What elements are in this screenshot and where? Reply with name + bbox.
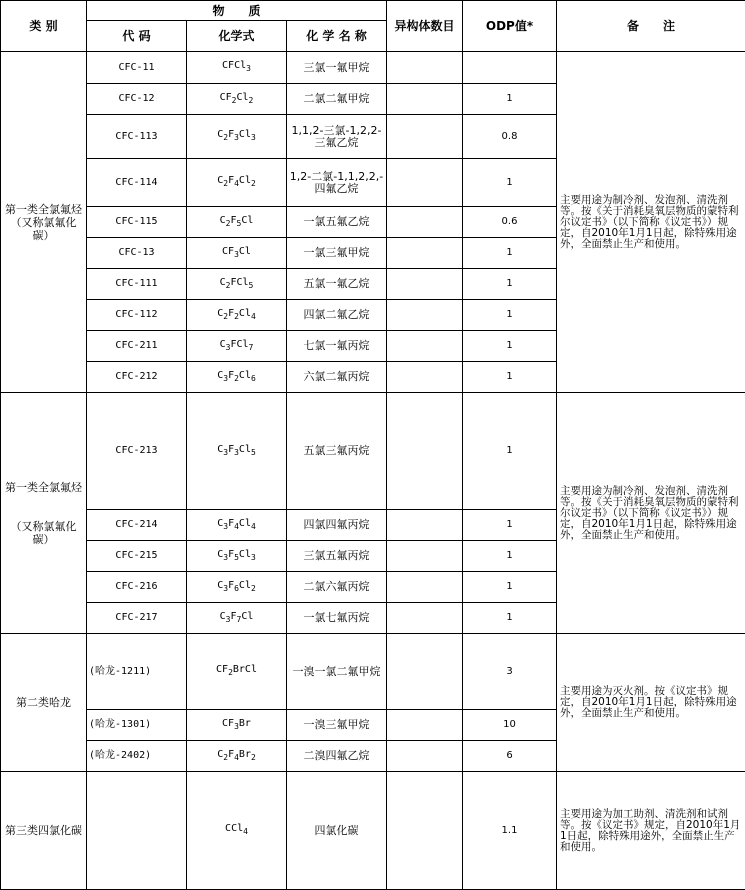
formula-cell: $C_2F_5Cl$ — [187, 207, 287, 238]
chem-name-cell: 四氯二氟乙烷 — [287, 300, 387, 331]
chem-name-cell: 七氯一氟丙烷 — [287, 331, 387, 362]
isomers-cell — [387, 269, 463, 300]
odp-cell: 1 — [463, 541, 557, 572]
odp-cell: 1 — [463, 331, 557, 362]
isomers-cell — [387, 510, 463, 541]
isomers-cell — [387, 207, 463, 238]
formula-cell: $C_2FCl_5$ — [187, 269, 287, 300]
category-cell — [1, 634, 87, 772]
code-cell: CFC-215 — [87, 541, 187, 572]
isomers-cell — [387, 84, 463, 115]
code-cell: CFC-111 — [87, 269, 187, 300]
header-formula: 化学式 — [187, 21, 287, 52]
remark-cell: 主要用途为加工助剂、清洗剂和试剂等。按《议定书》规定，自2010年1月1日起，除特殊用途外，全面禁止生产和使用。 — [557, 772, 745, 890]
isomers-cell — [387, 541, 463, 572]
odp-cell: 1 — [463, 393, 557, 510]
isomers-cell — [387, 634, 463, 710]
category-cell — [1, 52, 87, 393]
chem-name-cell: 1,2-二氯-1,1,2,2,-四氟乙烷 — [287, 159, 387, 207]
chem-name-cell: 一溴三氟甲烷 — [287, 710, 387, 741]
formula-cell: $C_3F_6Cl_2$ — [187, 572, 287, 603]
formula-cell: CCl$_4$ — [187, 772, 287, 890]
category-cell — [1, 772, 87, 890]
table-row — [1, 772, 745, 890]
formula-cell: $C_3F_7Cl$ — [187, 603, 287, 634]
header-remarks: 备 注 — [557, 1, 745, 52]
odp-cell: 1 — [463, 159, 557, 207]
formula-cell: $C_3F_5Cl_3$ — [187, 541, 287, 572]
category-line: 第三类四氯化碳 — [3, 824, 84, 837]
formula-cell: $C_3F_2Cl_6$ — [187, 362, 287, 393]
header-isomers: 异构体数目 — [387, 1, 463, 52]
formula-cell: $C_3FCl_7$ — [187, 331, 287, 362]
isomers-cell — [387, 300, 463, 331]
category-line: （又称氯氟化碳） — [3, 216, 84, 242]
code-cell — [87, 772, 187, 890]
code-cell: CFC-214 — [87, 510, 187, 541]
code-cell: CFC-114 — [87, 159, 187, 207]
formula-cell: $CF_2BrCl$ — [187, 634, 287, 710]
chem-name-cell: 一溴一氯二氟甲烷 — [287, 634, 387, 710]
chem-name-cell: 二氯六氟丙烷 — [287, 572, 387, 603]
code-cell: CFC-213 — [87, 393, 187, 510]
isomers-cell — [387, 159, 463, 207]
isomers-cell — [387, 572, 463, 603]
code-cell: (哈龙-1211) — [87, 634, 187, 710]
table-row — [1, 634, 745, 710]
chem-name-cell: 一氯七氟丙烷 — [287, 603, 387, 634]
isomers-cell — [387, 741, 463, 772]
odp-cell: 0.8 — [463, 115, 557, 159]
isomers-cell — [387, 362, 463, 393]
header-code: 代 码 — [87, 21, 187, 52]
formula-cell: $C_2F_4Cl_2$ — [187, 159, 287, 207]
chem-name-cell: 一氯五氟乙烷 — [287, 207, 387, 238]
formula-cell: $C_2F_3Cl_3$ — [187, 115, 287, 159]
chem-name-cell: 二溴四氟乙烷 — [287, 741, 387, 772]
chem-name-cell: 三氯五氟丙烷 — [287, 541, 387, 572]
chem-name-cell: 四氯化碳 — [287, 772, 387, 890]
code-cell: CFC-112 — [87, 300, 187, 331]
table-body — [1, 52, 745, 890]
formula-cell: $CF_2Cl_2$ — [187, 84, 287, 115]
formula-cell: $C_3F_3Cl_5$ — [187, 393, 287, 510]
formula-cell: $C_2F_2Cl_4$ — [187, 300, 287, 331]
chem-name-cell: 一氯三氟甲烷 — [287, 238, 387, 269]
isomers-cell — [387, 115, 463, 159]
formula-cell: CFCl$_3$ — [187, 52, 287, 84]
formula-cell: $CF_3Cl$ — [187, 238, 287, 269]
remark-cell: 主要用途为灭火剂。按《议定书》规定，自2010年1月1日起，除特殊用途外，全面禁止生产和使用。 — [557, 634, 745, 772]
isomers-cell — [387, 52, 463, 84]
chem-name-cell: 六氯二氟丙烷 — [287, 362, 387, 393]
chem-name-cell: 四氯四氟丙烷 — [287, 510, 387, 541]
formula-cell: $C_3F_4Cl_4$ — [187, 510, 287, 541]
code-cell: (哈龙-2402) — [87, 741, 187, 772]
odp-cell: 1 — [463, 572, 557, 603]
category-line: 第一类全氯氟烃 — [3, 203, 84, 216]
isomers-cell — [387, 238, 463, 269]
code-cell: CFC-212 — [87, 362, 187, 393]
odp-cell: 0.6 — [463, 207, 557, 238]
odp-cell — [463, 52, 557, 84]
isomers-cell — [387, 393, 463, 510]
odp-cell: 6 — [463, 741, 557, 772]
odp-cell: 1 — [463, 269, 557, 300]
isomers-cell — [387, 772, 463, 890]
isomers-cell — [387, 331, 463, 362]
header-category: 类 别 — [1, 1, 87, 52]
odp-cell: 1 — [463, 603, 557, 634]
category-cell — [1, 393, 87, 634]
code-cell: CFC-11 — [87, 52, 187, 84]
odp-cell: 1 — [463, 300, 557, 331]
odp-cell: 1.1 — [463, 772, 557, 890]
category-line: 第二类哈龙 — [3, 696, 84, 709]
chem-name-cell: 五氯三氟丙烷 — [287, 393, 387, 510]
header-odp: ODP值* — [463, 1, 557, 52]
odp-cell: 1 — [463, 510, 557, 541]
odp-cell: 1 — [463, 238, 557, 269]
odp-cell: 10 — [463, 710, 557, 741]
chem-name-cell: 五氯一氟乙烷 — [287, 269, 387, 300]
header-chem-name: 化 学 名 称 — [287, 21, 387, 52]
remark-cell: 主要用途为制冷剂、发泡剂、清洗剂等。按《关于消耗臭氧层物质的蒙特利尔议定书》（以下简称《议定书》）规定，自2010年1月1日起，除特殊用途外，全面禁止生产和使用。 — [557, 393, 745, 634]
odp-cell: 3 — [463, 634, 557, 710]
table-row — [1, 393, 745, 510]
isomers-cell — [387, 603, 463, 634]
category-line: 第一类全氯氟烃 — [3, 481, 84, 494]
code-cell: CFC-211 — [87, 331, 187, 362]
code-cell: CFC-216 — [87, 572, 187, 603]
category-line: （又称氯氟化碳） — [3, 520, 84, 546]
isomers-cell — [387, 710, 463, 741]
code-cell: (哈龙-1301) — [87, 710, 187, 741]
table-row — [1, 52, 745, 84]
formula-cell: $C_2F_4Br_2$ — [187, 741, 287, 772]
chem-name-cell: 三氯一氟甲烷 — [287, 52, 387, 84]
code-cell: CFC-13 — [87, 238, 187, 269]
odp-cell: 1 — [463, 362, 557, 393]
code-cell: CFC-217 — [87, 603, 187, 634]
header-substance: 物 质 — [87, 1, 387, 21]
code-cell: CFC-113 — [87, 115, 187, 159]
code-cell: CFC-115 — [87, 207, 187, 238]
code-cell: CFC-12 — [87, 84, 187, 115]
chem-name-cell: 二氯二氟甲烷 — [287, 84, 387, 115]
remark-cell: 主要用途为制冷剂、发泡剂、清洗剂等。按《关于消耗臭氧层物质的蒙特利尔议定书》（以下简称《议定书》）规定，自2010年1月1日起，除特殊用途外，全面禁止生产和使用。 — [557, 52, 745, 393]
formula-cell: $CF_3Br$ — [187, 710, 287, 741]
odp-cell: 1 — [463, 84, 557, 115]
chem-name-cell: 1,1,2-三氯-1,2,2-三氟乙烷 — [287, 115, 387, 159]
